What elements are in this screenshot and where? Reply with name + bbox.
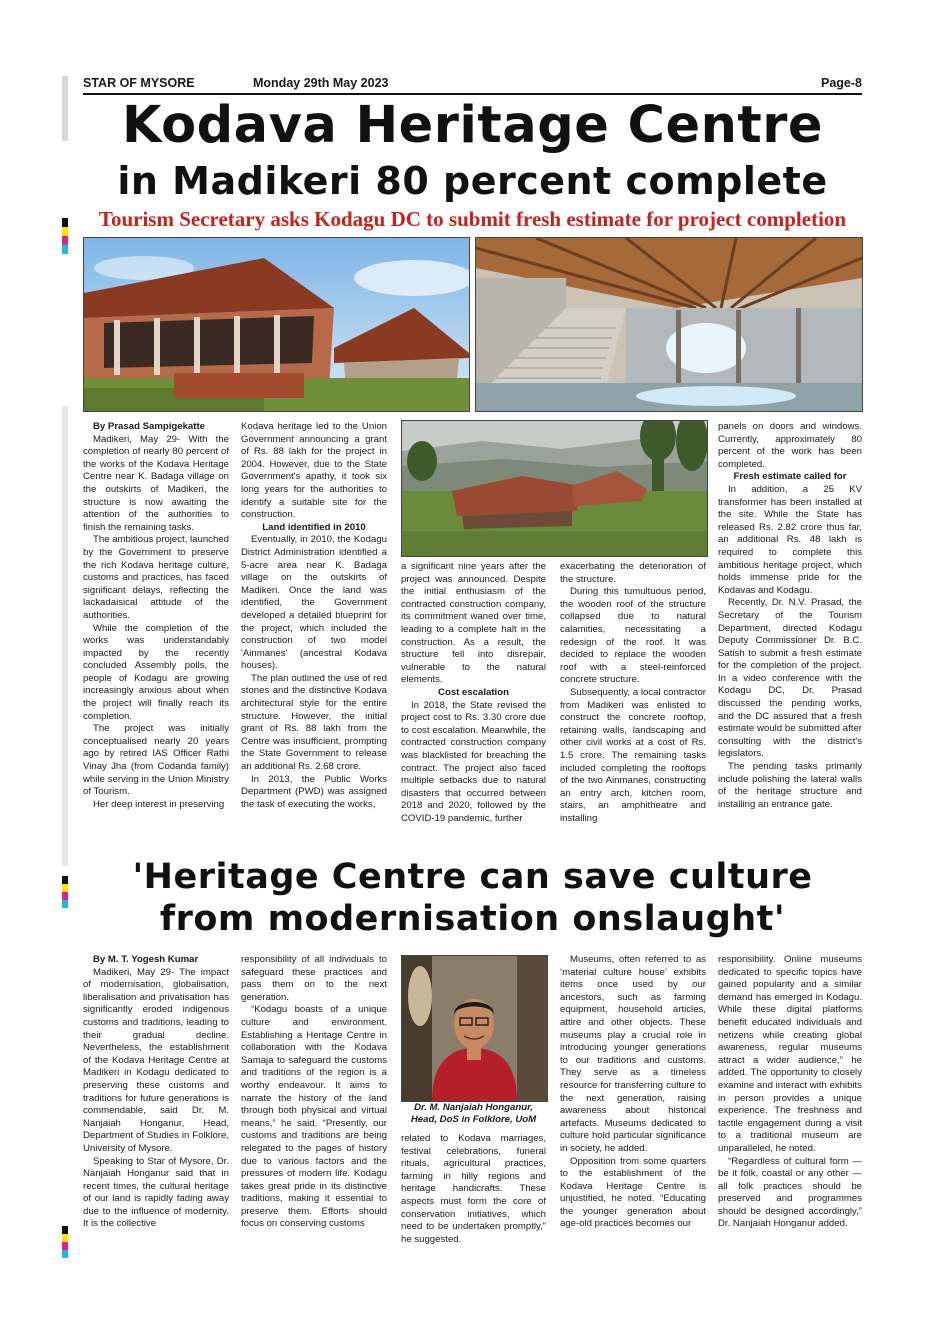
- page-number: Page-8: [821, 76, 862, 90]
- paragraph: exacerbating the deterioration of the structure.: [560, 561, 706, 585]
- paragraph: While the completion of the works was understandably impacted by the recently concluded Assembly polls, the people of Kodagu are growing increasingly anxious about when the project will finally reach its completion.: [83, 622, 229, 722]
- paper-name: STAR OF MYSORE: [83, 76, 195, 90]
- subheadline: Tourism Secretary asks Kodagu DC to submit fresh estimate for project completion: [98, 207, 847, 231]
- paragraph: The pending tasks primarily include polishing the lateral walls of the heritage structure and installing an entrance gate.: [718, 761, 862, 810]
- paragraph: panels on doors and windows. Currently, approximately 80 percent of the work has been completed.: [718, 421, 862, 470]
- headline-line2: in Madikeri 80 percent complete: [117, 159, 828, 203]
- story1-column5: [718, 421, 862, 811]
- story2-column2: [241, 954, 387, 1231]
- story2-column5: [718, 954, 862, 1231]
- byline: By M. T. Yogesh Kumar: [93, 954, 199, 965]
- paragraph: In 2013, the Public Works Department (PWD) was assigned the task of executing the works,: [241, 773, 387, 810]
- registration-marks: [62, 76, 70, 1276]
- paragraph: Speaking to Star of Mysore, Dr. Nanjaiah Honganur said that in recent times, the cultural heritage of our land is rapidly fading away due to the influence of modernity. It is the collective: [83, 1155, 229, 1230]
- section-subhead: Fresh estimate called for: [733, 471, 847, 483]
- story2-column3: [401, 1133, 546, 1246]
- photo-hillside-site: [401, 420, 708, 557]
- section-subhead: Cost escalation: [438, 686, 509, 698]
- paragraph: Madikeri, May 29- The impact of modernisation, globalisation, liberalisation and privatisation has significantly eroded indigenous customs and traditions, leading to their gradual decline. Nevertheless, the establishment of the Kodava Heritage Centre at Madikeri in Kodagu dedicated to preserving these customs and traditions for future generations is commendable, said Dr. M. Nanjaiah Honganur, Head, Department of Studies in Folklore, University of Mysore.: [83, 966, 229, 1154]
- paragraph: Recently, Dr. N.V. Prasad, the Secretary of the Tourism Department, directed Kodagu Deputy Commissioner Dr. B.C. Satish to submit a fresh estimate for the completion of the project. In a video conference with the Kodagu DC, Dr. Prasad discussed the pending works, and the DC assured that a fresh estimate would be submitted after consulting with the district's legislators.: [718, 597, 862, 760]
- masthead: [83, 76, 862, 92]
- paragraph: responsibility of all individuals to safeguard these practices and pass them on to the next generation.: [241, 954, 387, 1003]
- headline-line1: Kodava Heritage Centre: [122, 96, 823, 155]
- paragraph: The project was initially conceptualised nearly 20 years ago by retired IAS Officer Rathi Vinay Jha (from Codanda family) while serving in the Union Ministry of Tourism.: [83, 723, 229, 798]
- paragraph: Kodava heritage led to the Union Government announcing a grant of Rs. 88 lakh for the project in 2004. However, due to the State Government's apathy, it took six long years for the authorities to identify a suitable site for the construction.: [241, 421, 387, 521]
- story1-column2: [241, 421, 387, 811]
- headline2-line2: from modernisation onslaught': [159, 899, 786, 939]
- section-subhead: Land identified in 2010: [262, 521, 366, 533]
- story2-column4: [560, 954, 706, 1231]
- paragraph: Eventually, in 2010, the Kodagu District Administration identified a 5-acre area near K. Badaga village on the outskirts of Madikeri. Once the land was identified, the Government developed a detailed blueprint for the project, which included the construction of two model 'Ainmanes' (ancestral Kodava houses).: [241, 534, 387, 672]
- paragraph: Opposition from some quarters to the establishment of the Kodava Heritage Centre is unjustified, he noted. “Educating the younger generation about age-old practices becomes our: [560, 1155, 706, 1230]
- story1-column3: [401, 561, 546, 825]
- photo-building-interior: [475, 237, 863, 412]
- paragraph: Madikeri, May 29- With the completion of nearly 80 percent of the works of the Kodava Heritage Centre near K. Badaga village on the outskirts of Madikeri, the structure is now awaiting the attention of the authorities to finish the remaining tasks.: [83, 433, 229, 533]
- byline: By Prasad Sampigekatte: [93, 421, 205, 432]
- caption-line1: Dr. M. Nanjaiah Honganur,: [414, 1102, 533, 1113]
- headline2-line1: 'Heritage Centre can save culture: [132, 857, 813, 897]
- issue-date: Monday 29th May 2023: [253, 76, 389, 90]
- story1-column1: [83, 421, 229, 811]
- story1-column4: [560, 561, 706, 825]
- paragraph: a significant nine years after the project was announced. Despite the initial enthusiasm of the contracted construction company, its commitment waned over time, leading to a complete halt in the construction. As a result, the structure fell into disrepair, vulnerable to the natural elements.: [401, 561, 546, 686]
- paragraph: In 2018, the State revised the project cost to Rs. 3.30 crore due to cost escalation. Meanwhile, the contracted construction company was blacklisted for breaching the contract. The project also faced multiple setbacks due to natural disasters that occurred between 2018 and 2020, followed by the COVID-19 pandemic, further: [401, 699, 546, 824]
- photo-caption: [401, 1102, 546, 1126]
- paragraph: related to Kodava marriages, festival celebrations, funeral rituals, agricultural practices, farming in hilly regions and heritage handicrafts. These aspects must form the core of conservation initiatives, which need to be undertaken promptly,” he suggested.: [401, 1133, 546, 1245]
- paragraph: Subsequently, a local contractor from Madikeri was enlisted to construct the concrete rooftop, retaining walls, landscaping and other civil works at a cost of Rs. 1.5 crore. The remaining tasks included completing the rooftops of the two Ainmanes, constructing an entry arch, kitchen room, stairs, an amphitheatre and installing: [560, 686, 706, 824]
- paragraph: Museums, often referred to as ‘material culture house’ exhibits items once used by our ancestors, such as farming equipment, household articles, attire and other objects. These museums play a crucial role in introducing younger generations to our traditions and customs. They serve as a timeless resource for transferring culture to the next generation, raising awareness about historical artefacts. Museums dedicated to culture hold particular significance in society, he added.: [560, 954, 706, 1154]
- paragraph: The ambitious project, launched by the Government to preserve the rich Kodava heritage culture, customs and practices, has faced significant delays, reflecting the lackadaisical attitude of the authorities.: [83, 534, 229, 621]
- paragraph: Her deep interest in preserving: [93, 798, 225, 810]
- paragraph: responsibility. Online museums dedicated to specific topics have gained popularity and a similar demand has emerged in Kodagu. While these digital platforms benefit educated individuals and netizens while creating global awareness, regular museums attract a wider audience,” he added. The opportunity to closely examine and interact with exhibits in person provides a unique experience. The freshness and tactile engagement during a visit to a traditional museum are unparalleled, he noted.: [718, 954, 862, 1154]
- paragraph: The plan outlined the use of red stones and the distinctive Kodava architectural style for the entire structure. However, the initial grant of Rs. 88 lakh from the Centre was insufficient, prompting the State Government to release an additional Rs. 2.68 crore.: [241, 672, 387, 773]
- story2-column1: [83, 954, 229, 1231]
- caption-line2: Head, DoS in Folklore, UoM: [410, 1114, 537, 1125]
- photo-portrait-nanjaiah: [401, 955, 548, 1102]
- photo-building-exterior: [83, 237, 470, 412]
- masthead-rule: [83, 93, 862, 95]
- paragraph: “Kodagu boasts of a unique culture and environment. Establishing a Heritage Centre in collaboration with the Kodava Samaja to safeguard the customs and traditions of the region is a worthy endeavour. It aims to narrate the history of the land through both physical and virtual means,” he said. “Presently, our customs and traditions are being relegated to the pages of history due to various factors and the pressures of modern life. Kodagu takes great pride in its distinctive traditions, making it essential to preserve them. Efforts should focus on conserving customs: [241, 1004, 387, 1230]
- paragraph: During this tumultuous period, the wooden roof of the structure collapsed due to natural calamities, necessitating a redesign of the roof. It was decided to replace the wooden roof with a steel-reinforced concrete structure.: [560, 586, 706, 686]
- paragraph: In addition, a 25 KV transformer has been installed at the site. While the State has released Rs. 2.82 crore thus far, an additional Rs. 48 lakh is required to complete this ambitious heritage project, which holds immense pride for the Kodavas and Kodagu.: [718, 483, 862, 596]
- paragraph: “Regardless of cultural form — be it folk, coastal or any other — all folk practices should be preserved and programmes should be designed accordingly,” Dr. Nanjaiah Honganur added.: [718, 1155, 862, 1230]
